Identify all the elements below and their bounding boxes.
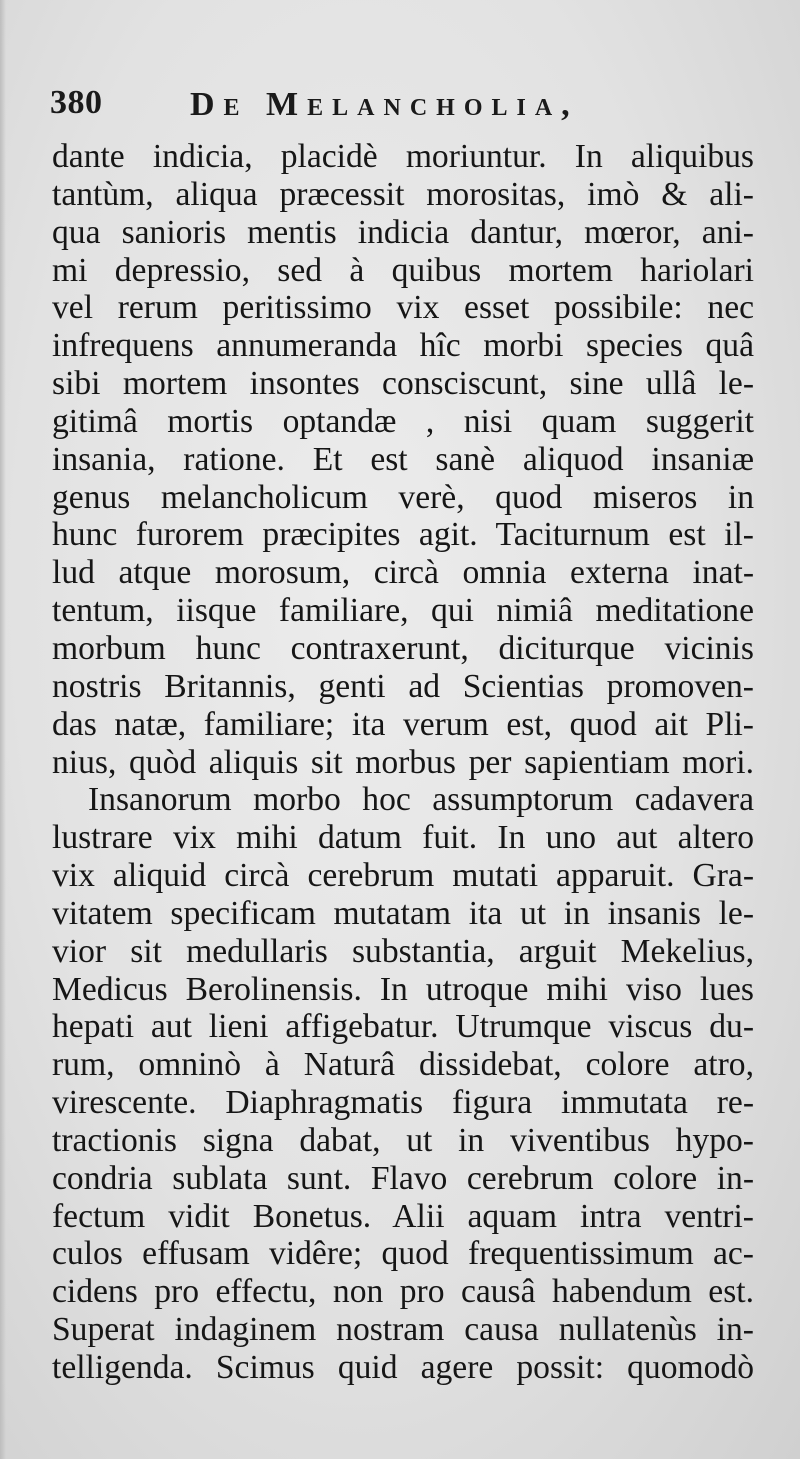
text-line: morbum hunc contraxerunt, diciturque vicinis bbox=[52, 629, 754, 667]
text-line: gitimâ mortis optandæ , nisi quam suggerit bbox=[52, 402, 754, 440]
page-number: 380 bbox=[50, 84, 103, 121]
text-line: vix aliquid circà cerebrum mutati apparuit. Gra- bbox=[52, 857, 754, 895]
text-line: telligenda. Scimus quid agere possit: quomodò bbox=[52, 1349, 754, 1386]
text-line: mi depressio, sed à quibus mortem hariolari bbox=[52, 251, 754, 289]
text-line: vior sit medullaris substantia, arguit Mekelius, bbox=[52, 932, 754, 970]
text-line: das natæ, familiare; ita verum est, quod ait Pli- bbox=[52, 705, 754, 743]
text-line: lustrare vix mihi datum fuit. In uno aut altero bbox=[52, 819, 754, 857]
body-text bbox=[52, 138, 754, 1387]
page-header bbox=[50, 84, 750, 134]
text-line: nostris Britannis, genti ad Scientias promoven- bbox=[52, 667, 754, 705]
text-line: condria sublata sunt. Flavo cerebrum colore in- bbox=[52, 1159, 754, 1197]
text-line: cidens pro effectu, non pro causâ habendum est. bbox=[52, 1273, 754, 1311]
text-line: tantùm, aliqua præcessit morositas, imò & ali- bbox=[52, 175, 754, 213]
text-line: qua sanioris mentis indicia dantur, mœror, ani- bbox=[52, 213, 754, 251]
text-line: hepati aut lieni affigebatur. Utrumque viscus du- bbox=[52, 1008, 754, 1046]
text-line: vel rerum peritissimo vix esset possibile: nec bbox=[52, 289, 754, 327]
text-line: infrequens annumeranda hîc morbi species quâ bbox=[52, 327, 754, 365]
paragraph-start-line: Insanorum morbo hoc assumptorum cadavera bbox=[88, 781, 754, 819]
text-line: nius, quòd aliquis sit morbus per sapientiam mori. bbox=[52, 743, 754, 781]
text-line: dante indicia, placidè moriuntur. In aliquibus bbox=[52, 138, 754, 175]
running-head: De Melancholia, bbox=[190, 86, 579, 123]
text-line: rum, omninò à Naturâ dissidebat, colore atro, bbox=[52, 1046, 754, 1084]
text-line: fectum vidit Bonetus. Alii aquam intra ventri- bbox=[52, 1197, 754, 1235]
text-line: insania, ratione. Et est sanè aliquod insaniæ bbox=[52, 440, 754, 478]
text-line: hunc furorem præcipites agit. Taciturnum est il- bbox=[52, 516, 754, 554]
text-line: genus melancholicum verè, quod miseros in bbox=[52, 478, 754, 516]
text-line: sibi mortem insontes consciscunt, sine ullâ le- bbox=[52, 365, 754, 403]
text-line: virescente. Diaphragmatis figura immutata re- bbox=[52, 1084, 754, 1122]
text-line: tractionis signa dabat, ut in viventibus hypo- bbox=[52, 1121, 754, 1159]
text-line: culos effusam vidêre; quod frequentissimum ac- bbox=[52, 1235, 754, 1273]
text-line: vitatem specificam mutatam ita ut in insanis le- bbox=[52, 894, 754, 932]
text-line: Superat indaginem nostram causa nullatenùs in- bbox=[52, 1311, 754, 1349]
text-line: tentum, iisque familiare, qui nimiâ meditatione bbox=[52, 592, 754, 630]
page-gutter-shadow bbox=[0, 0, 6, 1459]
text-line: lud atque morosum, circà omnia externa inat- bbox=[52, 554, 754, 592]
text-line: Medicus Berolinensis. In utroque mihi viso lues bbox=[52, 970, 754, 1008]
